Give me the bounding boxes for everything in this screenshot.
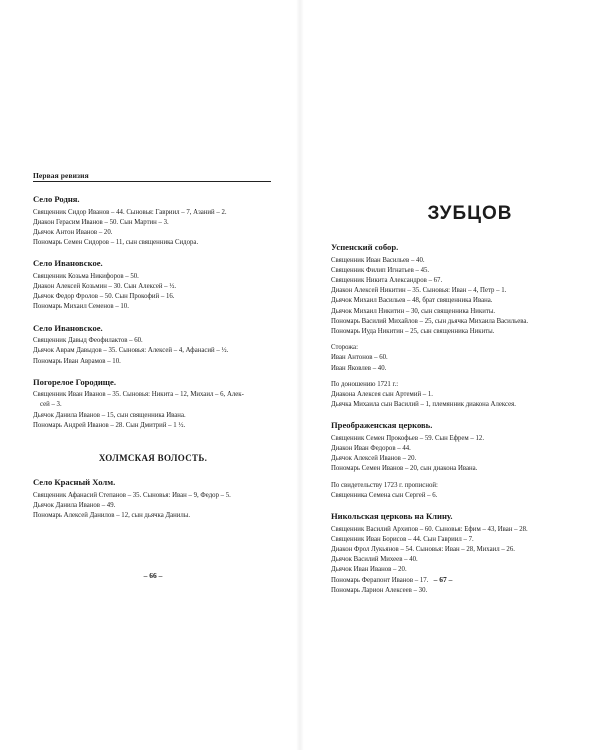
entry-line: Дьячка Михаила сын Василий – 1, племянник диакона Алексея. <box>331 401 516 409</box>
right-page <box>300 0 600 750</box>
page-number: – 66 – <box>143 571 163 580</box>
section-title: Преображенская церковь. <box>331 420 433 431</box>
section-title: Село Родня. <box>33 194 80 204</box>
entry-line: Священник Василий Архипов – 60. Сыновья: Ефим – 43, Иван – 28. <box>331 525 528 533</box>
section-title: Село Красный Холм. <box>33 477 116 488</box>
section-pogoreloe-gorodishche <box>33 377 273 431</box>
entry-line: Диакон Иван Федоров – 44. <box>331 445 411 453</box>
entry-line: сей – 3. <box>40 401 62 409</box>
entry-line: Дьячок Василий Михеев – 40. <box>331 556 418 564</box>
church-uspensky <box>331 242 571 410</box>
entry-line: Пономарь Семен Сидоров – 11, сын священника Сидора. <box>33 239 199 247</box>
district-heading: ХОЛМСКАЯ ВОЛОСТЬ. <box>98 453 208 464</box>
entry-line: Дьячок Михаил Никитин – 30, сын священника Никиты. <box>331 307 496 315</box>
entry-line: Диакона Алексея сын Артемий – 1. <box>331 390 433 398</box>
entry-line: Пономарь Иуда Никитин – 25, сын священника Никиты. <box>331 327 495 335</box>
section-rodnya <box>33 194 273 248</box>
entry-line: Дьячок Михаил Васильев – 48, брат священника Ивана. <box>331 297 493 305</box>
entry-line: Диакон Герасим Иванов – 50. Сын Мартин – 3. <box>33 218 169 226</box>
guard-label: Сторожа: <box>331 344 358 352</box>
entry-line: Дьячок Аврам Давыдов – 35. Сыновья: Алексей – 4, Афанасий – ½. <box>33 347 229 355</box>
entry-line: Священник Никита Александров – 67. <box>331 276 443 284</box>
left-column <box>33 194 273 531</box>
entry-line: Священник Сидор Иванов – 44. Сыновья: Гавриил – 7, Азаний – 2. <box>33 208 227 216</box>
entry-line: Дьячок Иван Иванов – 20. <box>331 566 407 574</box>
running-head: Первая ревизия <box>33 171 271 182</box>
right-column <box>331 242 571 606</box>
entry-line: Дьячок Федор Фролов – 50. Сын Прокофий – 16. <box>33 293 175 301</box>
page-number: – 67 – <box>433 575 453 584</box>
report-label: По доношению 1721 г.: <box>331 380 399 388</box>
entry-line: Иван Яковлев – 40. <box>331 364 387 372</box>
town-title: ЗУБЦОВ <box>427 203 513 224</box>
section-title: Село Ивановское. <box>33 258 103 269</box>
entry-line: Диакон Фрол Лукьянов – 54. Сыновья: Иван – 28, Михаил – 26. <box>331 545 515 553</box>
entry-line: Дьячок Данила Иванов – 49. <box>33 501 116 509</box>
section-ivanovskoe-1 <box>33 258 273 312</box>
entry-line: Пономарь Иван Аврамов – 10. <box>33 357 121 365</box>
section-title: Село Ивановское. <box>33 322 103 333</box>
section-ivanovskoe-2 <box>33 323 273 367</box>
entry-line: Пономарь Андрей Иванов – 28. Сын Дмитрий – 1 ½. <box>33 421 186 429</box>
section-title: Успенский собор. <box>331 242 399 252</box>
entry-line: Священник Семен Прокофьев – 59. Сын Ефрем – 12. <box>331 434 485 442</box>
entry-line: Священник Иван Васильев – 40. <box>331 256 425 264</box>
entry-line: Дьячок Данила Иванов – 15, сын священника Ивана. <box>33 411 186 419</box>
entry-line: Пономарь Михаил Семенов – 10. <box>33 303 129 311</box>
entry-line: Священника Семена сын Сергей – 6. <box>331 491 438 499</box>
entry-line: Диакон Алексей Никитин – 35. Сыновья: Иван – 4, Петр – 1. <box>331 287 507 295</box>
entry-line: Священник Филип Игнатьев – 45. <box>331 266 430 274</box>
entry-line: Диакон Алексей Козьмин – 30. Сын Алексей – ½. <box>33 283 177 291</box>
entry-line: Пономарь Ферапонт Иванов – 17. <box>331 576 429 584</box>
testimony-label: По свидетельству 1723 г. прописной: <box>331 481 438 489</box>
church-preobrazhenskaya <box>331 420 571 501</box>
entry-line: Священник Иван Иванов – 35. Сыновья: Никита – 12, Михаил – 6, Алек- <box>33 391 244 399</box>
entry-line: Дьячок Антон Иванов – 20. <box>33 228 113 236</box>
entry-line: Священник Афанасий Степанов – 35. Сыновья: Иван – 9, Федор – 5. <box>33 491 231 499</box>
entry-line: Священник Козьма Никифоров – 50. <box>33 272 139 280</box>
entry-line: Иван Антонов – 60. <box>331 354 388 362</box>
entry-line: Пономарь Семен Иванов – 20, сын диакона Ивана. <box>331 465 478 473</box>
entry-line: Дьячок Алексей Иванов – 20. <box>331 455 417 463</box>
section-title: Никольская церковь на Клину. <box>331 511 453 522</box>
entry-line: Пономарь Василий Михайлов – 25, сын дьячка Михаила Васильева. <box>331 317 529 325</box>
entry-line: Священник Давыд Феофилактов – 60. <box>33 337 143 345</box>
section-title: Погорелое Городище. <box>33 376 116 387</box>
entry-line: Пономарь Ларион Алексеев – 30. <box>331 586 428 594</box>
section-krasny-kholm <box>33 477 273 521</box>
entry-line: Священник Иван Борисов – 44. Сын Гавриил – 7. <box>331 535 474 543</box>
entry-line: Пономарь Алексей Данилов – 12, сын дьячка Данилы. <box>33 511 191 519</box>
